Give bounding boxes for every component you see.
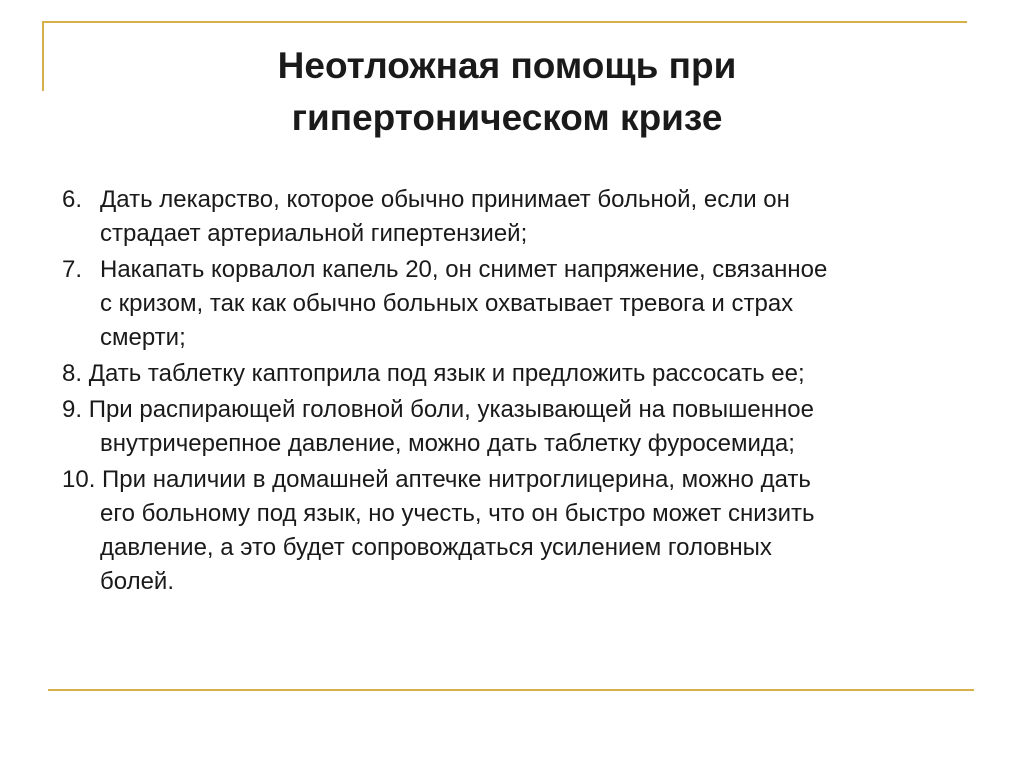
item-text-line: давление, а это будет сопровождаться усилением головных	[100, 534, 772, 561]
left-accent-line	[42, 21, 44, 91]
top-accent-line	[42, 21, 967, 23]
list-item	[62, 253, 982, 355]
item-text: Дать таблетку каптоприла под язык и предложить рассосать ее;	[88, 360, 805, 387]
title-line-1: Неотложная помощь при	[277, 45, 737, 86]
list-item	[62, 357, 982, 391]
list-item	[62, 183, 982, 251]
item-text-line: внутричерепное давление, можно дать таблетку фуросемида;	[100, 430, 795, 457]
slide-title	[60, 40, 954, 144]
item-text-line	[62, 357, 982, 391]
list-item	[62, 463, 982, 599]
bottom-accent-line	[48, 689, 974, 691]
item-number: 9.	[62, 396, 83, 423]
item-text-line	[62, 393, 982, 427]
item-number: 10.	[62, 466, 96, 493]
item-text-line: болей.	[100, 568, 174, 595]
item-text-line: Дать лекарство, которое обычно принимает больной, если он	[100, 186, 790, 213]
item-text-line: с кризом, так как обычно больных охватывает тревога и страх	[100, 290, 794, 317]
item-text: При наличии в домашней аптечке нитроглицерина, можно дать	[102, 466, 811, 493]
list-item	[62, 393, 982, 461]
item-text-line: его больному под язык, но учесть, что он быстро может снизить	[100, 500, 815, 527]
item-number: 8.	[62, 360, 83, 387]
item-number: 7.	[62, 256, 83, 283]
title-line-2: гипертоническом кризе	[291, 97, 723, 138]
item-text-line	[62, 463, 982, 497]
item-text-line: Накапать корвалол капель 20, он снимет напряжение, связанное	[100, 256, 828, 283]
item-text-line: смерти;	[100, 324, 186, 351]
instruction-list	[62, 183, 982, 601]
item-text-line: страдает артериальной гипертензией;	[100, 220, 528, 247]
item-number: 6.	[62, 186, 83, 213]
item-text: При распирающей головной боли, указывающей на повышенное	[88, 396, 814, 423]
